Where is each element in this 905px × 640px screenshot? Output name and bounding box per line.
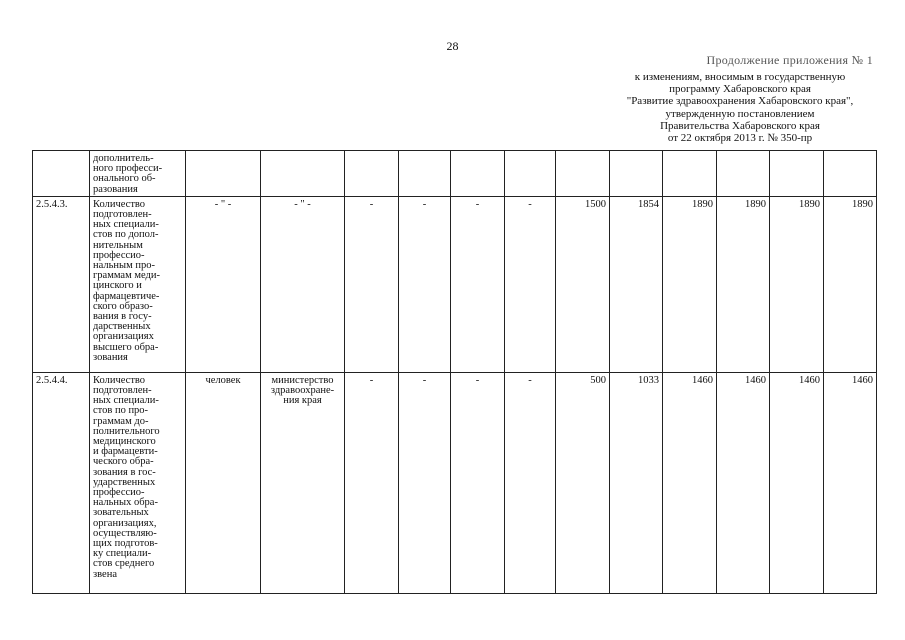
value-cell [663,151,717,197]
value-cell [399,151,451,197]
value-cell: 1460 [717,372,770,593]
row-name-text: Количество подготовлен- ных специали- стов по допол- нительным профессио- нальным про- граммам меди- цинского и фармацевтиче- ского образо- вания в госу- дарственных организациях высшего обра- зования [93,198,160,363]
header-line: "Развитие здравоохранения Хабаровского края", [626,95,854,108]
table-row [33,372,877,593]
value-cell [610,151,663,197]
row-executor [261,372,345,593]
value-cell: 1500 [556,196,610,372]
row-executor-text: министерство здравоохране- ния края [270,374,335,407]
row-name-text: дополнитель- ного професси- онального об- разования [93,153,163,195]
value-cell: 1460 [770,372,824,593]
value-cell [717,151,770,197]
header-line: к изменениям, вносимым в государственную [634,71,846,83]
value-cell: - [505,196,556,372]
row-code: 2.5.4.4. [33,372,90,593]
value-cell [451,151,505,197]
value-cell [824,151,877,197]
value-cell: - [399,372,451,593]
value-cell: 1033 [610,372,663,593]
row-code [33,151,90,197]
table-row [33,151,877,197]
header-line: программу Хабаровского края [669,83,811,96]
row-unit: человек [186,372,261,593]
header-line: Правительства Хабаровского края [660,119,820,132]
value-cell [770,151,824,197]
value-cell: 500 [556,372,610,593]
value-cell: - [451,196,505,372]
appendix-continuation-label: Продолжение приложения № 1 [706,53,873,67]
row-unit: - " - [186,196,261,372]
row-name [90,196,186,372]
value-cell: - [399,196,451,372]
value-cell: - [345,372,399,593]
row-code: 2.5.4.3. [33,196,90,372]
row-unit [186,151,261,197]
value-cell [345,151,399,197]
indicators-table [32,150,877,594]
value-cell: - [505,372,556,593]
value-cell: 1890 [824,196,877,372]
value-cell: 1890 [770,196,824,372]
row-name-text: Количество подготовлен- ных специали- стов по про- граммам до- полнительного медицинского и фармацевти- ческого обра- зования в гос- ударственных профессио- нальных обра- зовательных организациях, осуществляю- щих подготов- ку специали- стов среднего звена [93,374,160,580]
header-line: утвержденную постановлением [665,107,815,120]
row-executor-text: - " - [294,198,311,210]
value-cell [505,151,556,197]
value-cell: 1890 [663,196,717,372]
value-cell: - [451,372,505,593]
value-cell: 1460 [663,372,717,593]
value-cell: - [345,196,399,372]
value-cell: 1460 [824,372,877,593]
page-number: 28 [446,39,459,53]
header-line: от 22 октября 2013 г. № 350-пр [667,132,813,145]
row-name [90,372,186,593]
row-executor [261,196,345,372]
table-row [33,196,877,372]
row-name [90,151,186,197]
value-cell [556,151,610,197]
row-executor [261,151,345,197]
value-cell: 1890 [717,196,770,372]
value-cell: 1854 [610,196,663,372]
document-header [560,71,905,144]
